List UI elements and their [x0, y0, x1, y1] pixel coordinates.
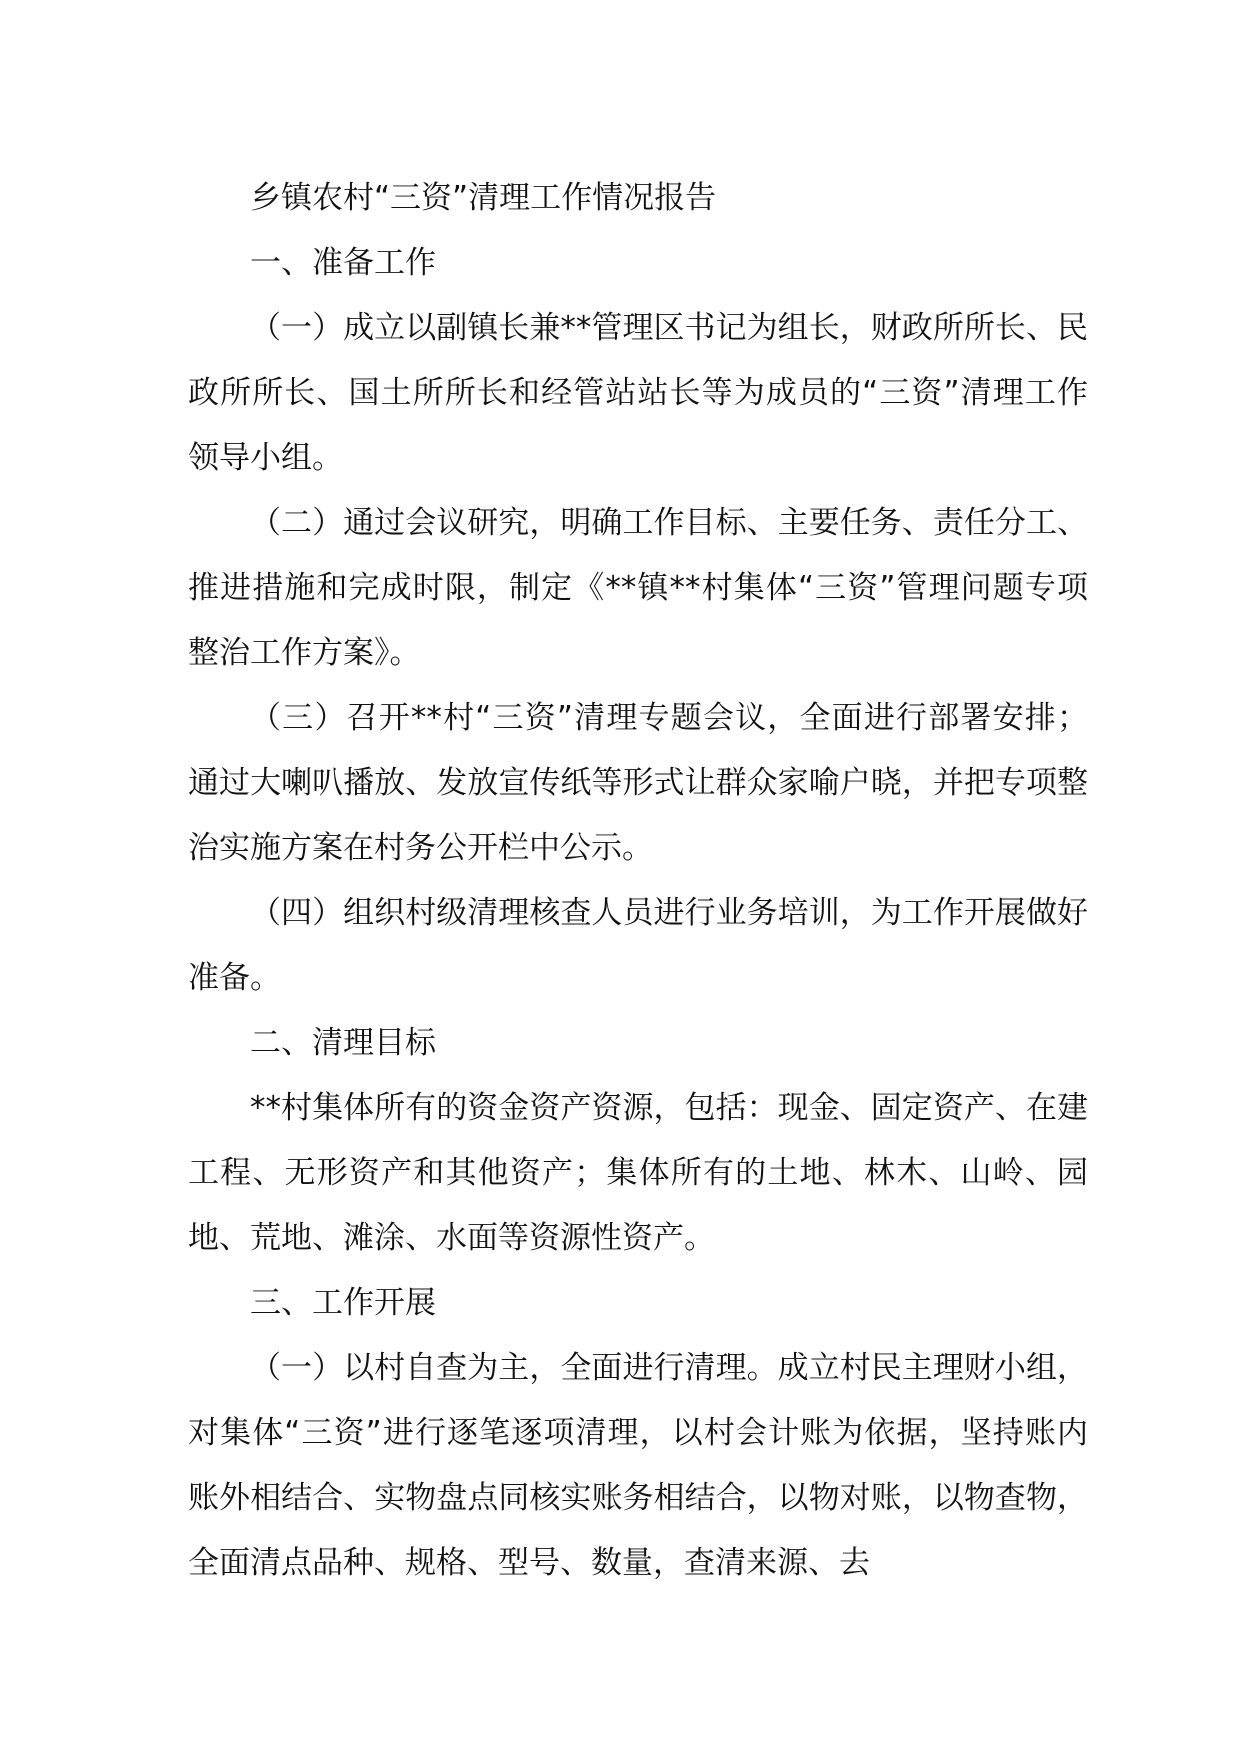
- paragraph-work-1: （一）以村自查为主，全面进行清理。成立村民主理财小组，对集体“三资”进行逐笔逐项清理，以村会计账为依据，坚持账内账外相结合、实物盘点同核实账务相结合，以物对账，以物查物，全面清点品种、规格、型号、数量，查清来源、去: [188, 1350, 1088, 1581]
- document-title: 乡镇农村“三资”清理工作情况报告: [250, 180, 717, 216]
- paragraph-prep-3: （三）召开**村“三资”清理专题会议，全面进行部署安排；通过大喇叭播放、发放宣传纸等形式让群众家喻户晓，并把专项整治实施方案在村务公开栏中公示。: [188, 700, 1088, 866]
- section-heading-work: 三、工作开展: [250, 1285, 436, 1321]
- document-body: [188, 166, 1088, 1596]
- paragraph-prep-4: （四）组织村级清理核查人员进行业务培训，为工作开展做好准备。: [188, 895, 1088, 996]
- paragraph-prep-1: （一）成立以副镇长兼**管理区书记为组长，财政所所长、民政所所长、国土所所长和经管站站长等为成员的“三资”清理工作领导小组。: [188, 310, 1088, 476]
- section-heading-goals: 二、清理目标: [250, 1025, 436, 1061]
- section-heading-preparation: 一、准备工作: [250, 245, 436, 281]
- paragraph-goals: **村集体所有的资金资产资源，包括：现金、固定资产、在建工程、无形资产和其他资产；集体所有的土地、林木、山岭、园地、荒地、滩涂、水面等资源性资产。: [188, 1090, 1088, 1256]
- paragraph-prep-2: （二）通过会议研究，明确工作目标、主要任务、责任分工、推进措施和完成时限，制定《**镇**村集体“三资”管理问题专项整治工作方案》。: [188, 505, 1088, 671]
